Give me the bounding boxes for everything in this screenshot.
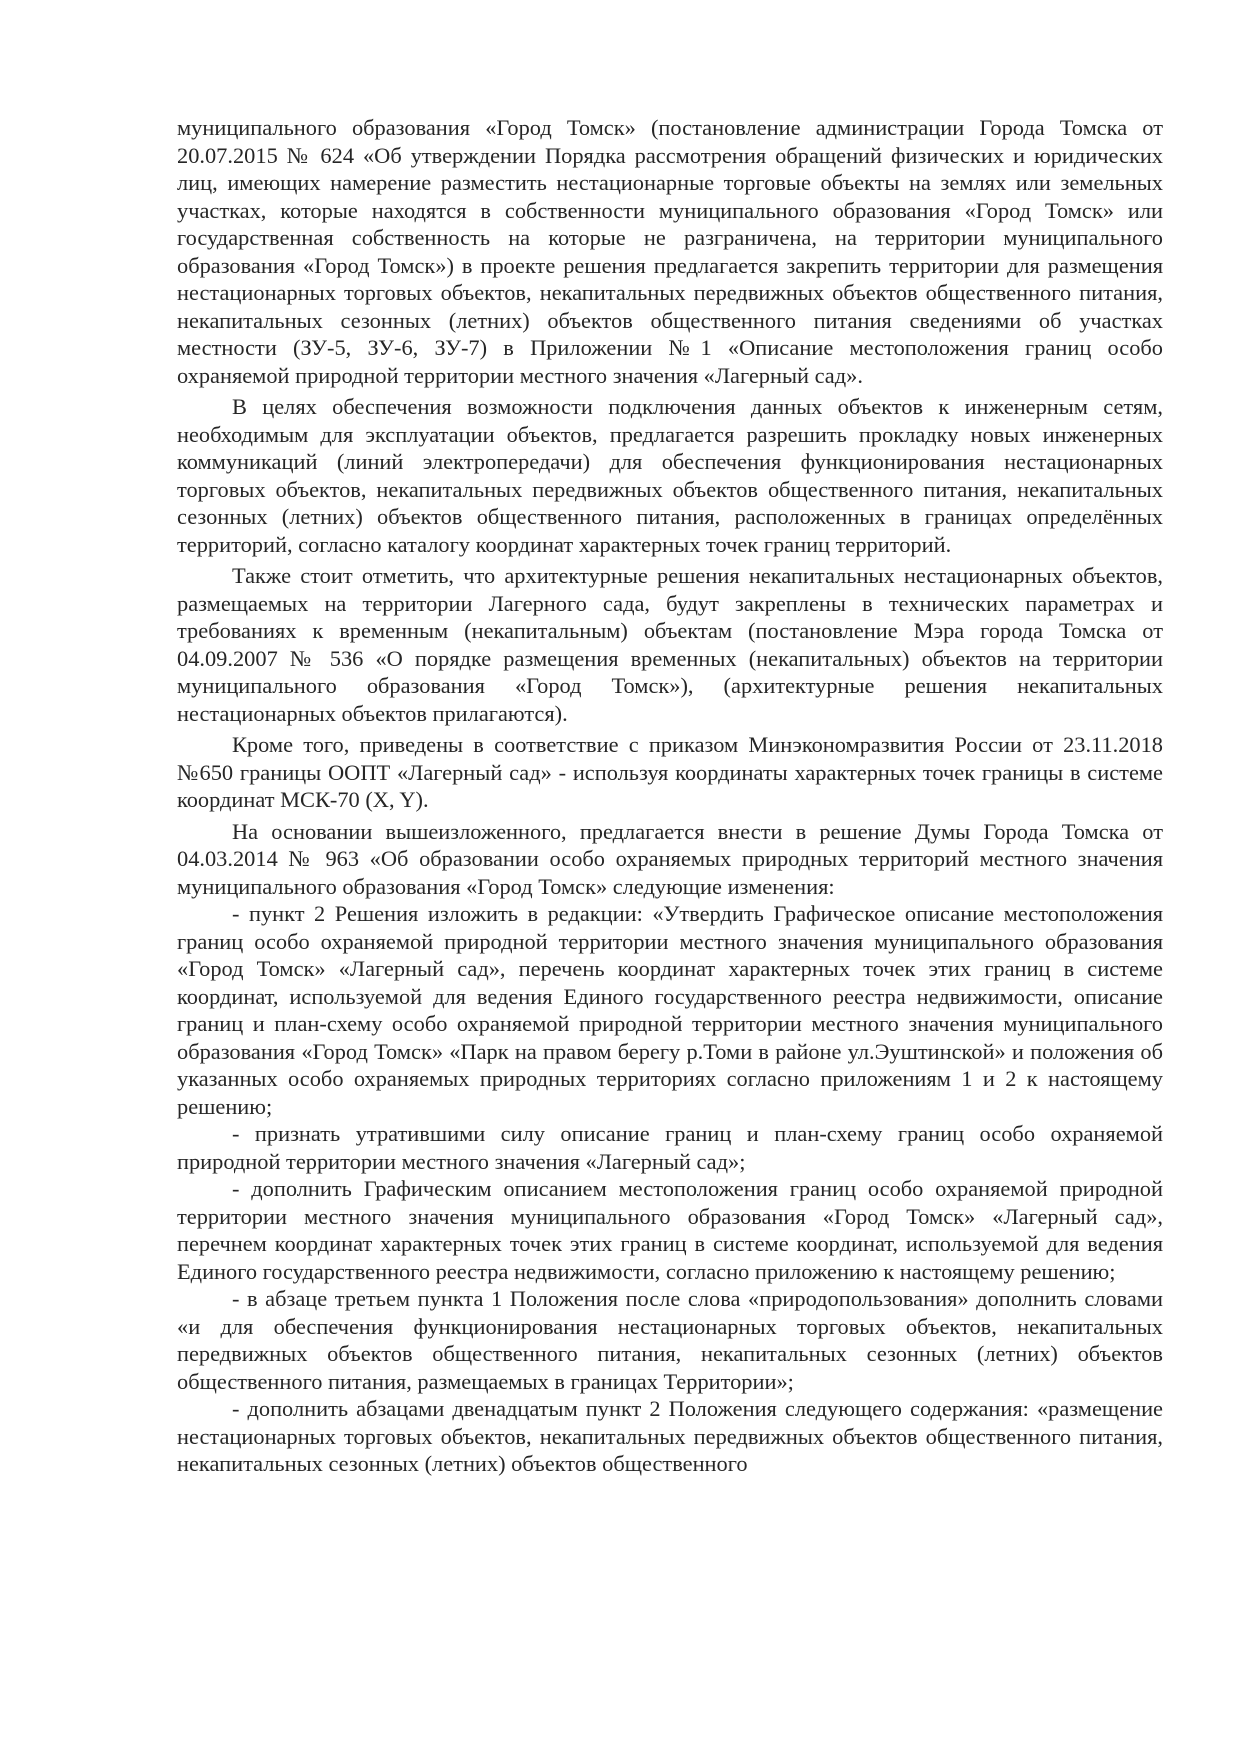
paragraph-proposed-changes: На основании вышеизложенного, предлагается внести в решение Думы Города Томска от 04.03.2014 № 963 «Об образовании особо охраняемых природных территорий местного значения муниципального образования «Город Томск» следующие изменения:	[177, 818, 1163, 899]
paragraph-engineering-networks: В целях обеспечения возможности подключения данных объектов к инженерным сетям, необходимым для эксплуатации объектов, предлагается разрешить прокладку новых инженерных коммуникаций (линий электропередачи) для обеспечения функционирования нестационарных торговых объектов, некапитальных передвижных объектов общественного питания, некапитальных сезонных (летних) объектов общественного питания, расположенных в границах определённых территорий, согласно каталогу координат характерных точек границ территорий.	[177, 394, 1163, 557]
list-item-paragraph-three: - в абзаце третьем пункта 1 Положения после слова «природопользования» дополнить словами «и для обеспечения функционирования нестационарных торговых объектов, некапитальных передвижных объектов общественного питания, некапитальных сезонных (летних) объектов общественного питания, размещаемых в границах Территории»;	[177, 1286, 1163, 1394]
document-page	[177, 114, 1163, 1478]
list-item-supplement-graphic: - дополнить Графическим описанием местоположения границ особо охраняемой природной территории местного значения муниципального образования «Город Томск» «Лагерный сад», перечнем координат характерных точек этих границ в системе координат, используемой для ведения Единого государственного реестра недвижимости, согласно приложению к настоящему решению;	[177, 1176, 1163, 1284]
list-item-clause-2: - пункт 2 Решения изложить в редакции: «Утвердить Графическое описание местоположения границ особо охраняемой природной территории местного значения муниципального образования «Город Томск» «Лагерный сад», перечень координат характерных точек этих границ в системе координат, используемой для ведения Единого государственного реестра недвижимости, описание границ и план-схему особо охраняемой природной территории местного значения муниципального образования «Город Томск» «Парк на правом берегу р.Томи в районе ул.Эуштинской» и положения об указанных особо охраняемых природных территориях согласно приложениям 1 и 2 к настоящему решению;	[177, 901, 1163, 1119]
paragraph-architectural-solutions: Также стоит отметить, что архитектурные решения некапитальных нестационарных объектов, размещаемых на территории Лагерного сада, будут закреплены в технических параметрах и требованиях к временным (некапитальным) объектам (постановление Мэра города Томска от 04.09.2007 № 536 «О порядке размещения временных (некапитальных) объектов на территории муниципального образования «Город Томск»), (архитектурные решения некапитальных нестационарных объектов прилагаются).	[177, 563, 1163, 726]
paragraph-continuation: муниципального образования «Город Томск» (постановление администрации Города Томска от 20.07.2015 № 624 «Об утверждении Порядка рассмотрения обращений физических и юридических лиц, имеющих намерение разместить нестационарные торговые объекты на землях или земельных участках, которые находятся в собственности муниципального образования «Город Томск» или государственная собственность на которые не разграничена, на территории муниципального образования «Город Томск») в проекте решения предлагается закрепить территории для размещения нестационарных торговых объектов, некапитальных передвижных объектов общественного питания, некапитальных сезонных (летних) объектов общественного питания сведениями об участках местности (ЗУ-5, ЗУ-6, ЗУ-7) в Приложении №1 «Описание местоположения границ особо охраняемой природной территории местного значения «Лагерный сад».	[177, 115, 1163, 388]
list-item-invalidate: - признать утратившими силу описание границ и план-схему границ особо охраняемой природной территории местного значения «Лагерный сад»;	[177, 1121, 1163, 1174]
list-item-paragraph-twelve: - дополнить абзацами двенадцатым пункт 2 Положения следующего содержания: «размещение нестационарных торговых объектов, некапитальных передвижных объектов общественного питания, некапитальных сезонных (летних) объектов общественного	[177, 1396, 1163, 1476]
paragraph-boundaries-alignment: Кроме того, приведены в соответствие с приказом Минэкономразвития России от 23.11.2018 №650 границы ООПТ «Лагерный сад» - используя координаты характерных точек границы в системе координат МСК-70 (X, Y).	[177, 732, 1163, 812]
